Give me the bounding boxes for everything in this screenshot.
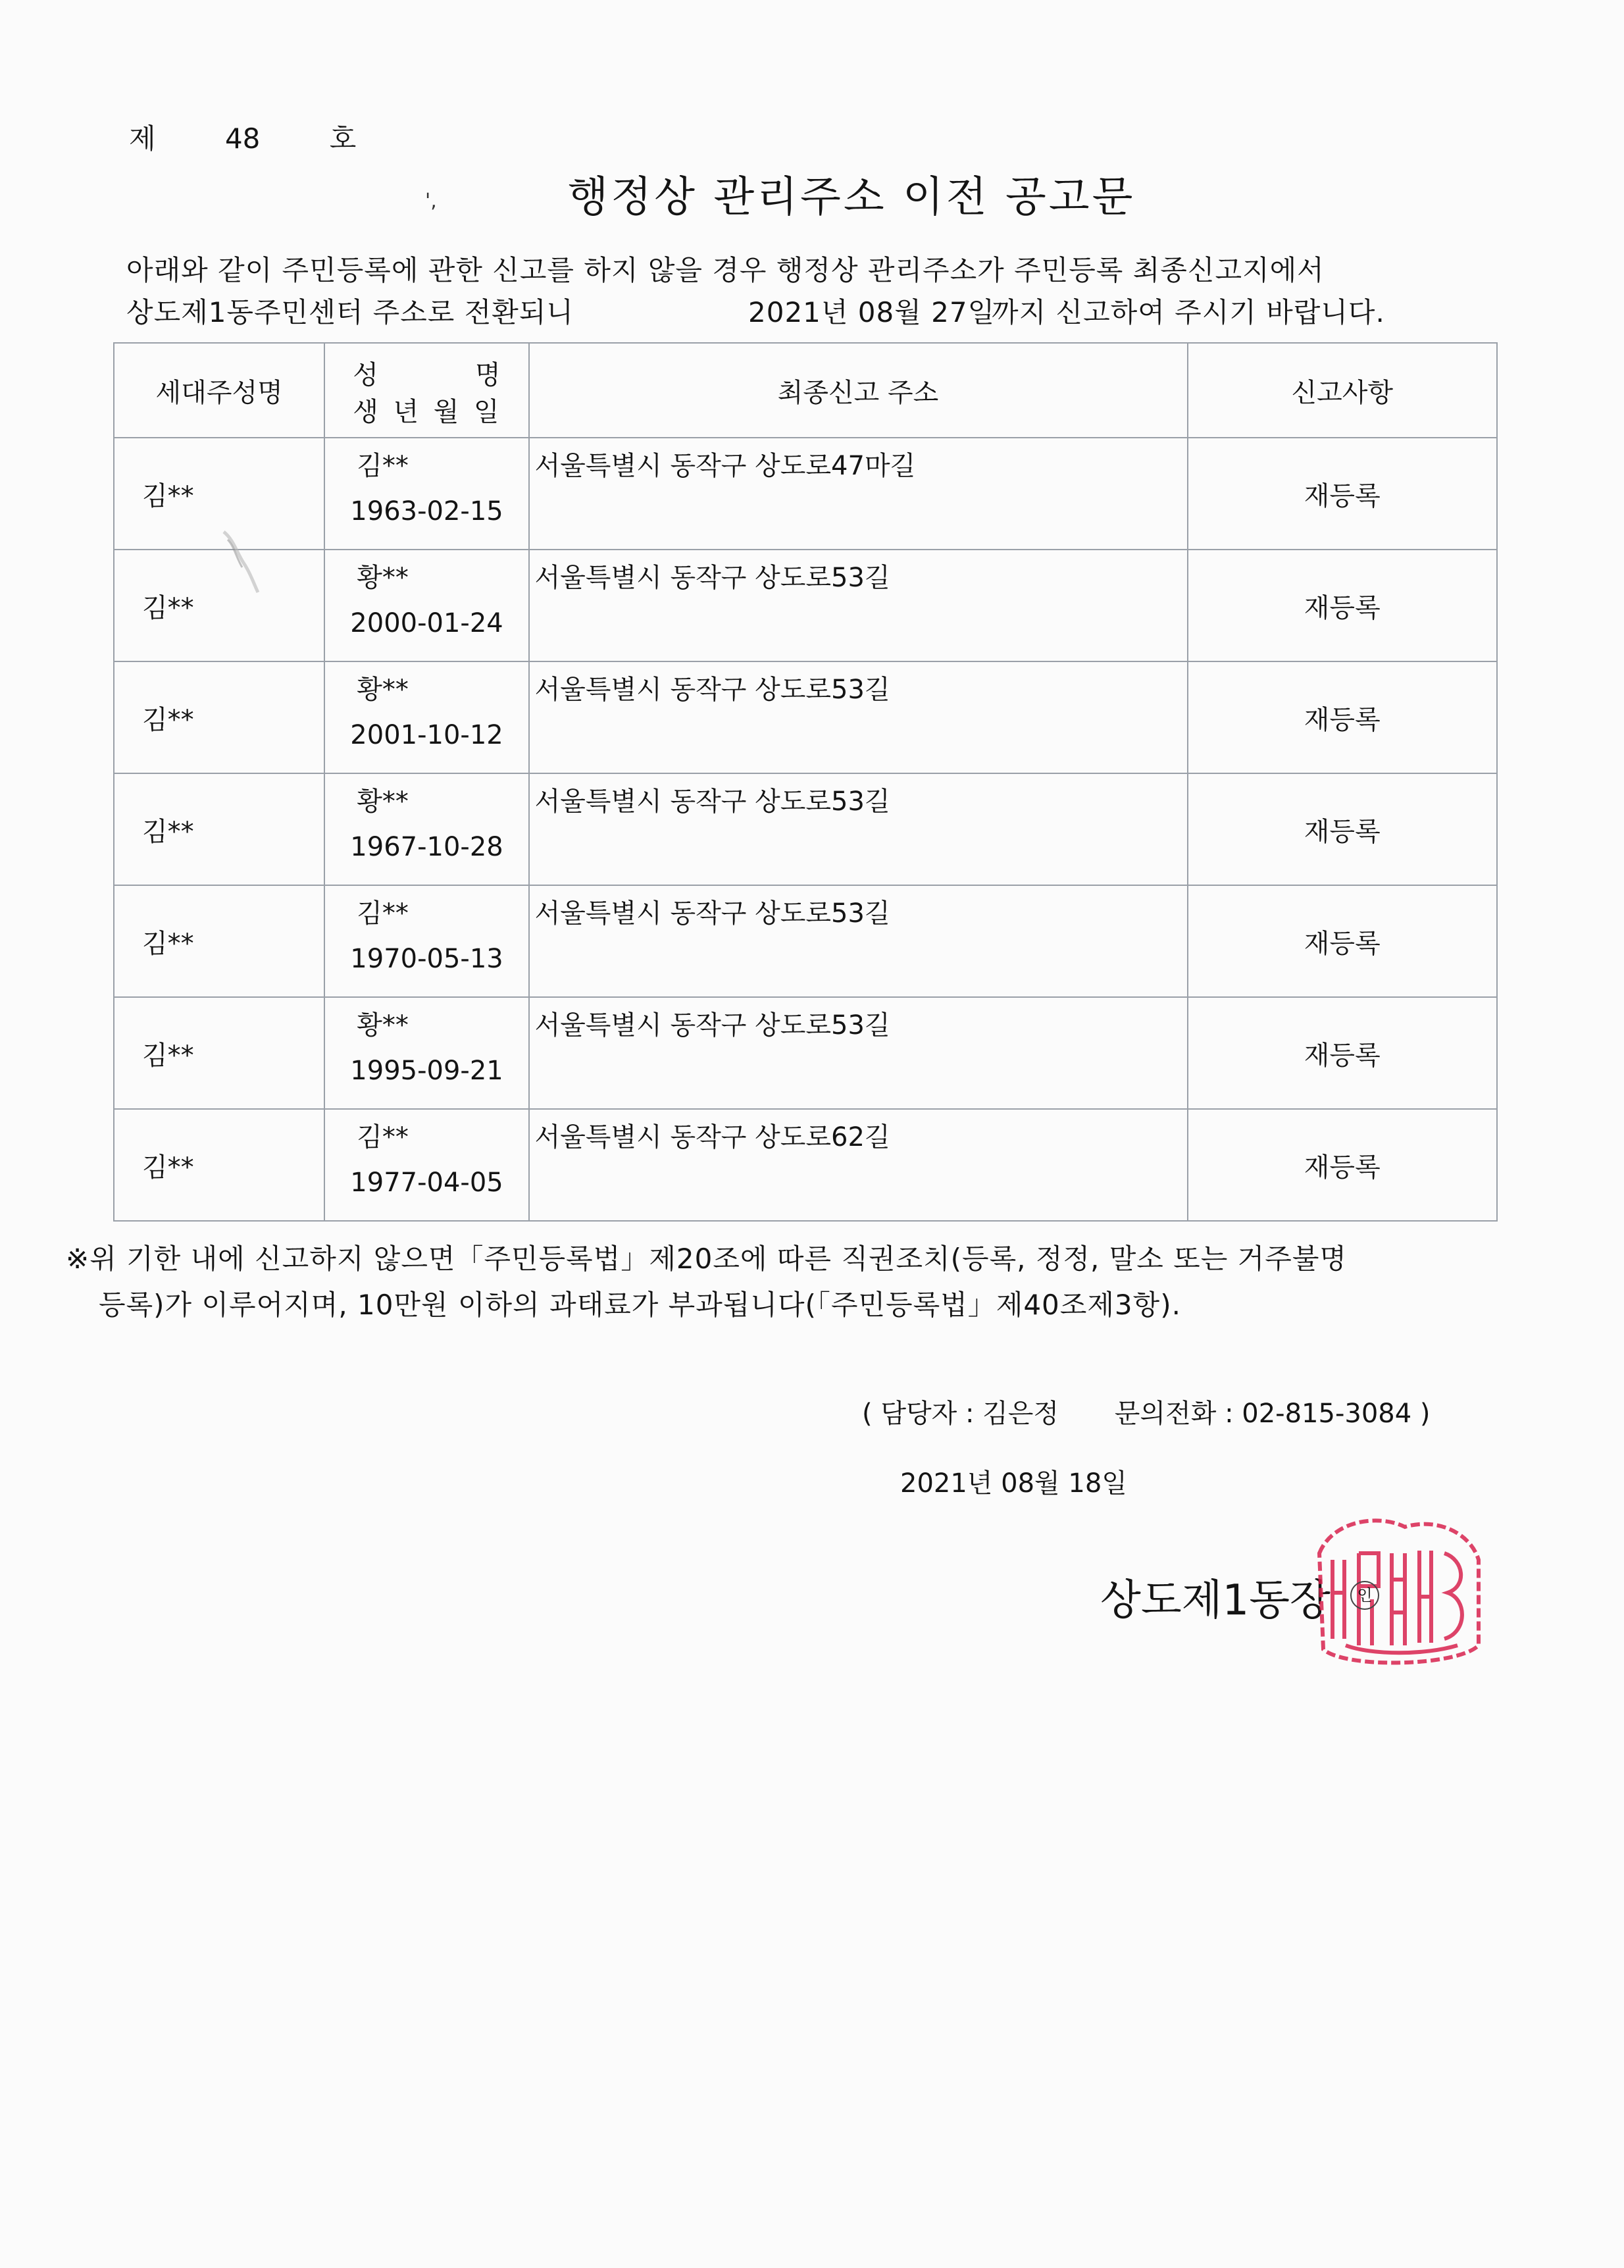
cell-address-text: 서울특별시 동작구 상도로53길 bbox=[534, 1010, 890, 1041]
contact-person: ( 담당자 : 김은정 bbox=[862, 1399, 1059, 1429]
cell-head-of-household: 김** bbox=[114, 885, 324, 997]
cell-name: 황** bbox=[357, 675, 409, 705]
cell-head-of-household: 김** bbox=[114, 661, 324, 773]
header-birth-char: 생 bbox=[353, 397, 380, 427]
page-title: 행정상 관리주소 이전 공고문 bbox=[567, 173, 1136, 222]
issue-date: 2021년 08월 18일 bbox=[900, 1468, 1127, 1499]
cell-name-birth bbox=[324, 885, 528, 997]
header-address: 최종신고 주소 bbox=[529, 343, 1188, 438]
scan-smudge bbox=[217, 527, 263, 599]
cell-report: 재등록 bbox=[1188, 885, 1497, 997]
issuer-name: 상도제1동장 bbox=[1100, 1576, 1331, 1625]
cell-name: 황** bbox=[357, 1010, 409, 1041]
table-row bbox=[114, 997, 1497, 1109]
header-name-char-1: 성 bbox=[353, 360, 378, 390]
seal-mark: 인 bbox=[1350, 1581, 1379, 1610]
cell-birth-date: 1967-10-28 bbox=[350, 832, 503, 862]
cell-name: 황** bbox=[357, 786, 409, 817]
number-value: 48 bbox=[224, 122, 261, 155]
cell-report: 재등록 bbox=[1188, 661, 1497, 773]
table-row bbox=[114, 438, 1497, 550]
cell-name-birth bbox=[324, 1109, 528, 1221]
contact-info bbox=[862, 1393, 1431, 1430]
cell-birth-date: 1963-02-15 bbox=[350, 496, 503, 527]
table-row bbox=[114, 550, 1497, 661]
cell-head-of-household: 김** bbox=[114, 550, 324, 661]
stray-mark: ', bbox=[425, 190, 437, 213]
cell-address bbox=[529, 550, 1188, 661]
cell-report: 재등록 bbox=[1188, 773, 1497, 885]
cell-address bbox=[529, 773, 1188, 885]
cell-address-text: 서울특별시 동작구 상도로53길 bbox=[534, 563, 890, 593]
header-name-birth bbox=[324, 343, 528, 438]
header-head-of-household: 세대주성명 bbox=[114, 343, 324, 438]
cell-head-of-household: 김** bbox=[114, 773, 324, 885]
cell-birth-date: 1977-04-05 bbox=[350, 1168, 503, 1198]
footnote-line-1: ※위 기한 내에 신고하지 않으면「주민등록법」제20조에 따른 직권조치(등록, 정정, 말소 또는 거주불명 bbox=[66, 1243, 1347, 1275]
table-header-row bbox=[114, 343, 1497, 438]
header-name-char-2: 명 bbox=[474, 360, 501, 390]
cell-name: 황** bbox=[357, 563, 409, 593]
contact-phone: 문의전화 : 02-815-3084 ) bbox=[1114, 1399, 1431, 1429]
document-number bbox=[129, 117, 356, 157]
table-row bbox=[114, 1109, 1497, 1221]
footnote-line-2: 등록)가 이루어지며, 10만원 이하의 과태료가 부과됩니다(「주민등록법」제40조제3항). bbox=[99, 1289, 1181, 1321]
cell-address-text: 서울특별시 동작구 상도로47마길 bbox=[534, 451, 916, 481]
cell-address-text: 서울특별시 동작구 상도로53길 bbox=[534, 786, 890, 817]
official-seal bbox=[1306, 1514, 1490, 1672]
table-row bbox=[114, 773, 1497, 885]
header-birth-char: 일 bbox=[473, 397, 501, 427]
intro-line-2 bbox=[126, 291, 1385, 330]
cell-head-of-household: 김** bbox=[114, 1109, 324, 1221]
table-row bbox=[114, 661, 1497, 773]
cell-report: 재등록 bbox=[1188, 438, 1497, 550]
table-row bbox=[114, 885, 1497, 997]
cell-head-of-household: 김** bbox=[114, 997, 324, 1109]
cell-birth-date: 2001-10-12 bbox=[350, 720, 503, 750]
intro-line-1: 아래와 같이 주민등록에 관한 신고를 하지 않을 경우 행정상 관리주소가 주민등록 최종신고지에서 bbox=[126, 254, 1325, 286]
cell-report: 재등록 bbox=[1188, 997, 1497, 1109]
cell-name-birth bbox=[324, 550, 528, 661]
cell-name-birth bbox=[324, 661, 528, 773]
cell-report: 재등록 bbox=[1188, 550, 1497, 661]
cell-report: 재등록 bbox=[1188, 1109, 1497, 1221]
cell-address bbox=[529, 885, 1188, 997]
cell-name-birth bbox=[324, 773, 528, 885]
cell-name-birth bbox=[324, 438, 528, 550]
cell-address bbox=[529, 1109, 1188, 1221]
header-birth-char: 월 bbox=[433, 397, 461, 427]
cell-head-of-household: 김** bbox=[114, 438, 324, 550]
cell-address-text: 서울특별시 동작구 상도로53길 bbox=[534, 898, 890, 929]
cell-address-text: 서울특별시 동작구 상도로62길 bbox=[534, 1122, 890, 1152]
cell-name: 김** bbox=[357, 1122, 409, 1152]
cell-name: 김** bbox=[357, 898, 409, 929]
notice-table bbox=[113, 342, 1498, 1222]
cell-birth-date: 1970-05-13 bbox=[350, 944, 503, 974]
cell-birth-date: 2000-01-24 bbox=[350, 608, 503, 638]
intro-line-2-end: 까지 신고하여 주시기 바랍니다. bbox=[992, 296, 1385, 328]
cell-address-text: 서울특별시 동작구 상도로53길 bbox=[534, 675, 890, 705]
cell-address bbox=[529, 438, 1188, 550]
number-suffix: 호 bbox=[329, 122, 357, 155]
cell-address bbox=[529, 661, 1188, 773]
cell-name: 김** bbox=[357, 451, 409, 481]
header-birth-char: 년 bbox=[393, 397, 420, 427]
intro-line-2-start: 상도제1동주민센터 주소로 전환되니 bbox=[126, 296, 574, 328]
header-report: 신고사항 bbox=[1188, 343, 1497, 438]
cell-name-birth bbox=[324, 997, 528, 1109]
cell-birth-date: 1995-09-21 bbox=[350, 1056, 503, 1086]
number-prefix: 제 bbox=[129, 122, 156, 155]
deadline-date: 2021년 08월 27일 bbox=[748, 296, 996, 328]
cell-address bbox=[529, 997, 1188, 1109]
